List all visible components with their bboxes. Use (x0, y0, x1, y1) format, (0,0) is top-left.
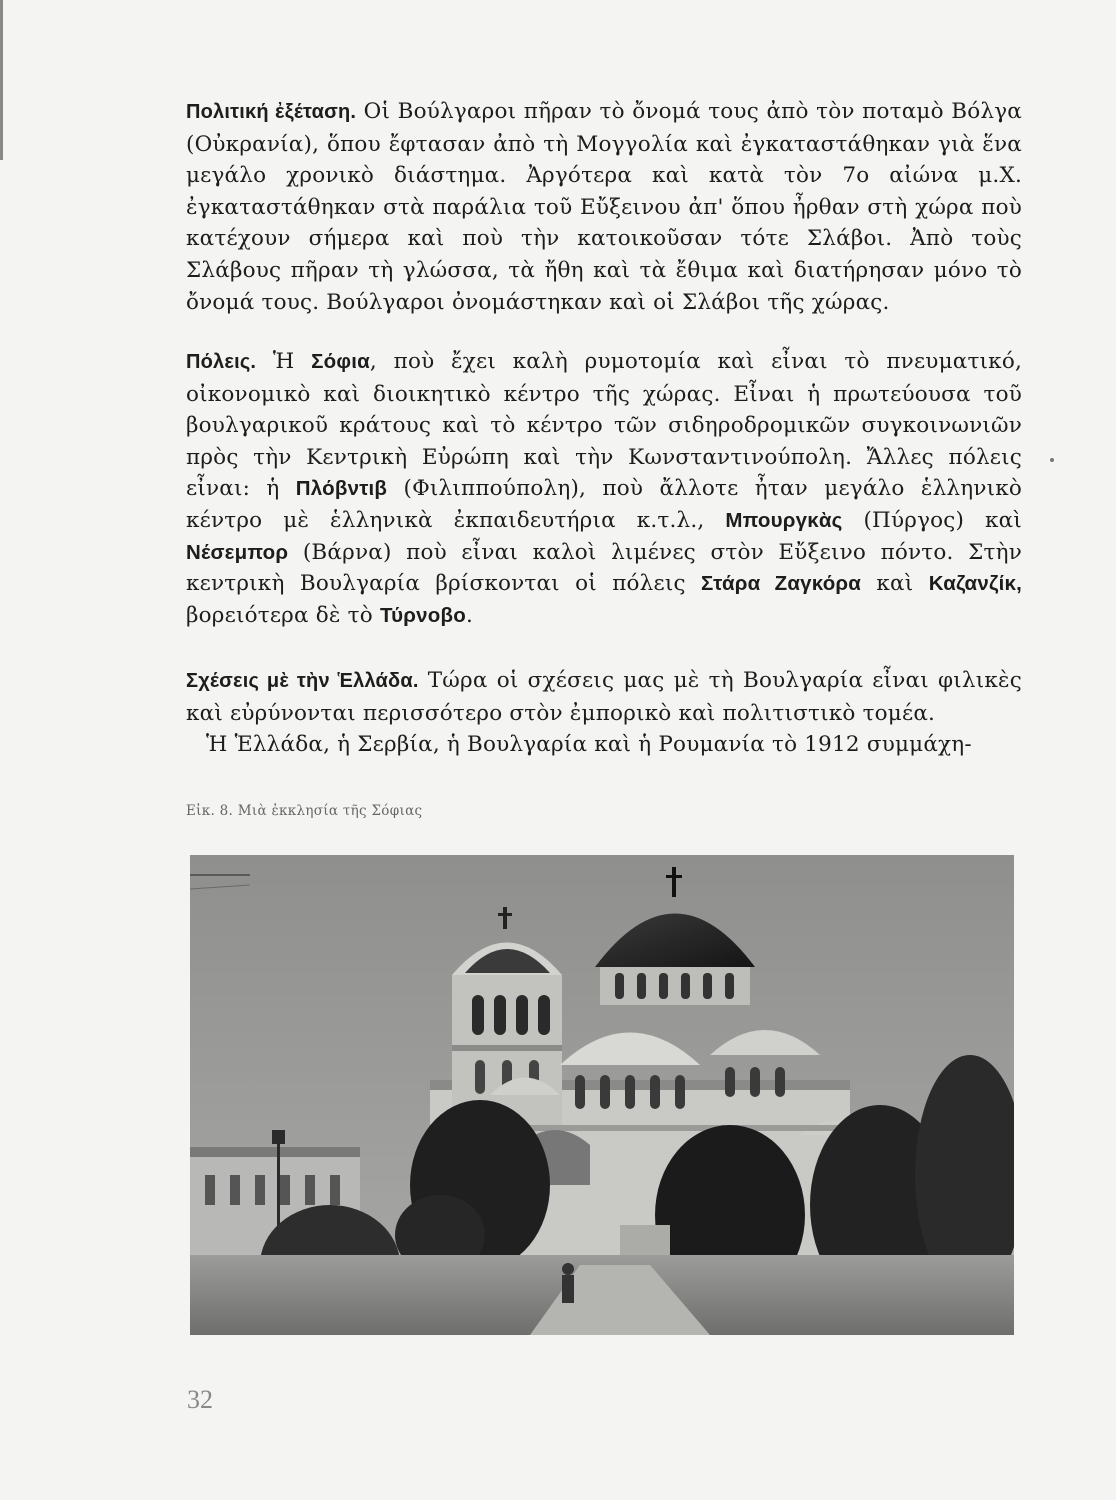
section-relations-greece (186, 665, 1022, 761)
text-run: (Φιλιππούπολη), ποὺ ἄλλοτε ἦταν μεγάλο ἑλληνικὸ κέντρο μὲ ἑλληνικὰ ἐκπαιδευτήρια κ.τ.λ., (186, 476, 1023, 533)
city-name: Τύρνοβο (379, 603, 466, 627)
text-run: , ποὺ ἔχει καλὴ ρυμοτομία καὶ εἶναι τὸ πνευματικό, οἰκονομικὸ καὶ διοικητικὸ κέντρο τῆς χώρας. Εἶναι ἡ πρωτεύουσα τοῦ βουλγαρικοῦ κράτους καὶ τὸ κέντρο τῶν σιδηροδρομικῶν συγκοινωνιῶν πρὸς τὴν Κεντρικὴ Εὐρώπη καὶ τὴν Κωνσταντινούπολη. Ἄλλες πόλεις εἶναι: ἡ (186, 349, 1022, 502)
paragraph (186, 96, 1022, 318)
paragraph-text: Ἡ Ἑλλάδα, ἡ Σερβία, ἡ Βουλγαρία καὶ ἡ Ρουμανία τὸ 1912 συμμάχη- (206, 732, 972, 758)
section-heading: Πολιτική ἐξέταση. (186, 101, 357, 123)
section-political (186, 96, 1022, 318)
paragraph-text: Οἱ Βούλγαροι πῆραν τὸ ὄνομά τους ἀπὸ τὸν ποταμὸ Βόλγα (Οὐκρανία), ὅπου ἔφτασαν ἀπὸ τὴ Μογγολία καὶ ἐγκαταστάθηκαν γιὰ ἕνα μεγάλο χρονικὸ διάστημα. Ἀργότερα καὶ κατὰ τὸν 7ο αἰώνα μ.Χ. ἐγκαταστάθηκαν στὰ παράλια τοῦ Εὔξεινου ἀπ' ὅπου ἦρθαν στὴ χώρα ποὺ κατέχουν σήμερα καὶ ποὺ τὴν κατοικοῦσαν τότε Σλάβοι. Ἀπὸ τοὺς Σλάβους πῆραν τὴ γλώσσα, τὰ ἤθη καὶ τὰ ἔθιμα καὶ διατήρησαν μόνο τὸ ὄνομά τους. Βούλγαροι ὀνομάστηκαν καὶ οἱ Σλάβοι τῆς χώρας. (186, 99, 1022, 315)
paragraph (186, 346, 1022, 631)
scan-speck (1050, 458, 1054, 462)
section-heading: Πόλεις. (186, 351, 257, 373)
paragraph (186, 729, 1022, 761)
text-run: Ἡ (256, 349, 312, 374)
section-cities (186, 346, 1022, 631)
text-run: (Βάρνα) ποὺ εἶναι καλοὶ λιμένες στὸν Εὔξεινο πόντο. Στὴν κεντρικὴ Βουλγαρία βρίσκονται οἱ πόλεις (186, 539, 1022, 597)
text-run: (Πύργος) καὶ (842, 507, 1022, 533)
city-name: Μπουργκὰς (725, 508, 843, 532)
text-run: βορειότερα δὲ τὸ (186, 602, 380, 628)
city-name: Σόφια (311, 350, 370, 373)
scan-edge-line (0, 0, 3, 160)
city-name: Πλόβντιβ (295, 477, 388, 501)
text-run: καὶ (861, 571, 929, 597)
section-heading: Σχέσεις μὲ τὴν Ἑλλάδα. (186, 670, 419, 692)
cathedral-illustration (190, 855, 1014, 1335)
page-number: 32 (187, 1385, 213, 1414)
cathedral-photo (190, 855, 1014, 1335)
city-name: Νέσεμπορ (186, 540, 289, 564)
city-name: Στάρα Ζαγκόρα (701, 572, 862, 596)
city-name: Καζανζίκ, (928, 572, 1023, 596)
paragraph (186, 665, 1022, 729)
figure-caption: Εἰκ. 8. Μιὰ ἐκκλησία τῆς Σόφιας (186, 803, 423, 819)
text-run: . (465, 602, 473, 628)
paragraph-text: Τώρα οἱ σχέσεις μας μὲ τὴ Βουλγαρία εἶναι φιλικὲς καὶ εὐρύνονται περισσότερο στὸν ἐμπορικὸ καὶ πολιτιστικὸ τομέα. (186, 668, 1022, 726)
